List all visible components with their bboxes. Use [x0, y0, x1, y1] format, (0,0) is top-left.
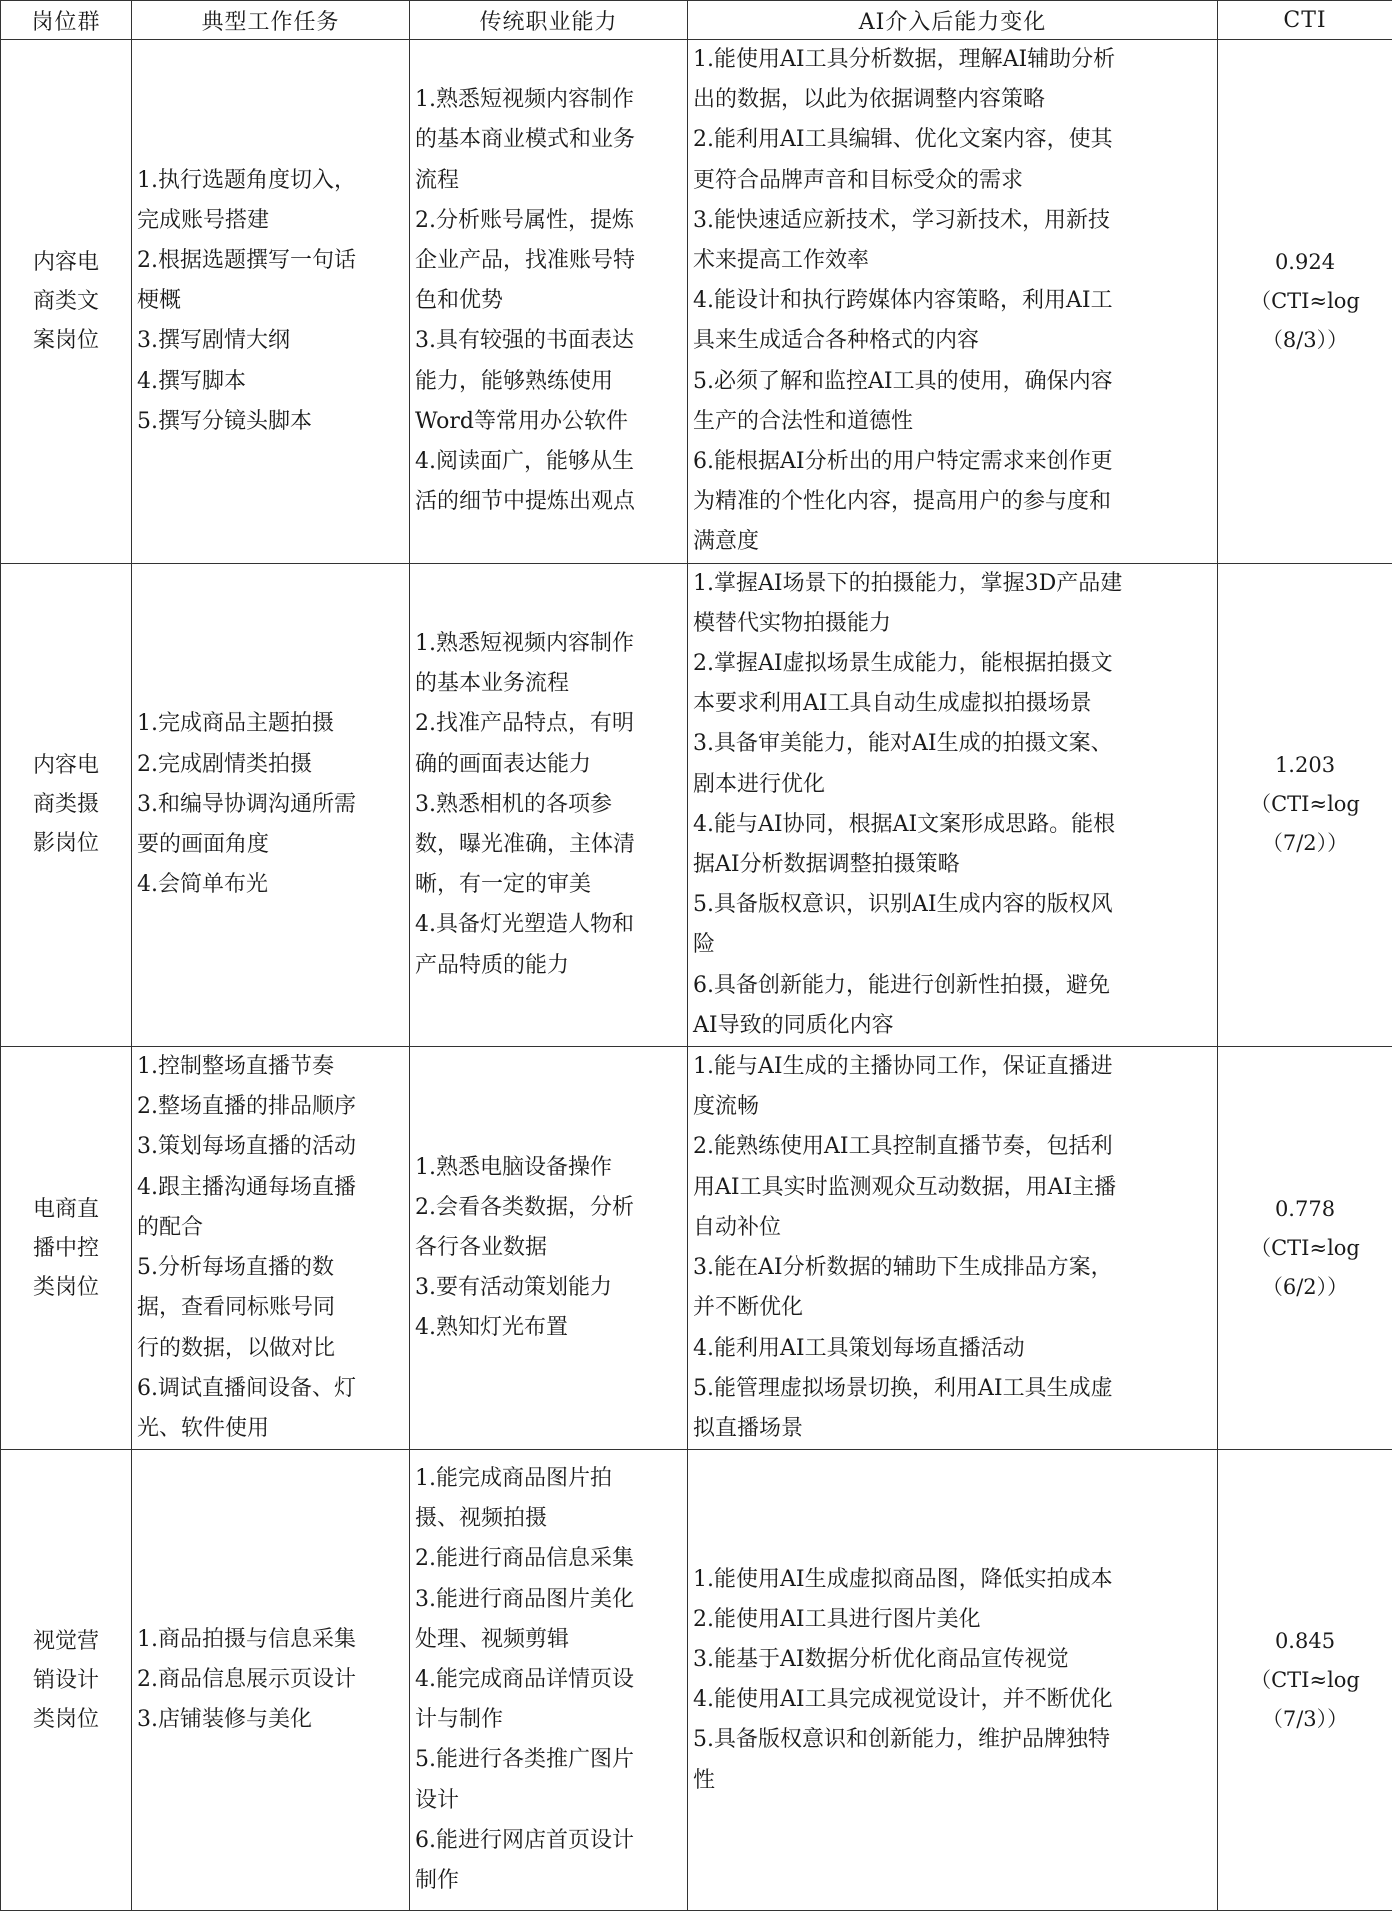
text-line: 1.能与AI生成的主播协同工作，保证直播进: [693, 1047, 1212, 1087]
text-line: 3.要有活动策划能力: [415, 1268, 682, 1308]
cti-value: 1.203: [1222, 746, 1388, 785]
cti-value: 0.778: [1222, 1190, 1388, 1229]
text-line: 2.找准产品特点，有明: [415, 704, 682, 744]
text-line: 剧本进行优化: [693, 765, 1212, 805]
ai-change-cell: [688, 40, 1218, 564]
text-line: 1.熟悉短视频内容制作: [415, 624, 682, 664]
text-line: 行的数据，以做对比: [137, 1329, 404, 1369]
text-line: 影岗位: [17, 824, 115, 863]
text-line: 5.具备版权意识，识别AI生成内容的版权风: [693, 885, 1212, 925]
text-line: 2.根据选题撰写一句话: [137, 241, 404, 281]
ai-change-cell: [688, 1450, 1218, 1911]
text-line: Word等常用办公软件: [415, 402, 682, 442]
text-line: 1.能完成商品图片拍: [415, 1459, 682, 1499]
text-line: 2.掌握AI虚拟场景生成能力，能根据拍摄文: [693, 644, 1212, 684]
text-line: 1.熟悉短视频内容制作: [415, 80, 682, 120]
ai-change-cell: [688, 1047, 1218, 1450]
traditional-cell: [410, 40, 688, 564]
text-line: 3.具备审美能力，能对AI生成的拍摄文案、: [693, 724, 1212, 764]
table-row: [1, 40, 1392, 564]
text-line: （CTI≈log: [1222, 1229, 1388, 1268]
tasks-cell: [132, 40, 410, 564]
text-line: 活的细节中提炼出观点: [415, 482, 682, 522]
text-line: 内容电: [17, 243, 115, 282]
table-row: [1, 563, 1392, 1046]
text-line: 4.撰写脚本: [137, 362, 404, 402]
table-row: [1, 1047, 1392, 1450]
text-line: 3.店铺装修与美化: [137, 1700, 404, 1740]
text-line: 3.具有较强的书面表达: [415, 321, 682, 361]
text-line: 本要求利用AI工具自动生成虚拟拍摄场景: [693, 684, 1212, 724]
header-row: [1, 1, 1392, 40]
cti-cell: [1218, 1047, 1392, 1450]
text-line: 4.具备灯光塑造人物和: [415, 905, 682, 945]
header-traditional-abilities: 传统职业能力: [410, 1, 688, 40]
text-line: （6/2））: [1222, 1268, 1388, 1307]
table-row: [1, 1450, 1392, 1911]
text-line: 2.会看各类数据，分析: [415, 1188, 682, 1228]
text-line: 各行各业数据: [415, 1228, 682, 1268]
text-line: 2.能熟练使用AI工具控制直播节奏，包括利: [693, 1127, 1212, 1167]
text-line: 4.熟知灯光布置: [415, 1308, 682, 1348]
text-line: 5.撰写分镜头脚本: [137, 402, 404, 442]
ai-change-cell: [688, 563, 1218, 1046]
header-cti: CTI: [1218, 1, 1392, 40]
text-line: 2.能利用AI工具编辑、优化文案内容，使其: [693, 120, 1212, 160]
text-line: 流程: [415, 161, 682, 201]
text-line: 用AI工具实时监测观众互动数据，用AI主播: [693, 1168, 1212, 1208]
text-line: 制作: [415, 1861, 682, 1901]
text-line: 3.能进行商品图片美化: [415, 1580, 682, 1620]
text-line: 计与制作: [415, 1700, 682, 1740]
header-ai-ability-change: AI介入后能力变化: [688, 1, 1218, 40]
text-line: （7/3））: [1222, 1700, 1388, 1739]
text-line: 1.熟悉电脑设备操作: [415, 1148, 682, 1188]
text-line: 确的画面表达能力: [415, 745, 682, 785]
text-line: 6.具备创新能力，能进行创新性拍摄，避免: [693, 966, 1212, 1006]
header-typical-tasks: 典型工作任务: [132, 1, 410, 40]
cti-formula: [1222, 1229, 1388, 1307]
cti-value: 0.845: [1222, 1622, 1388, 1661]
tasks-cell: [132, 1047, 410, 1450]
text-line: 企业产品，找准账号特: [415, 241, 682, 281]
cti-cell: [1218, 40, 1392, 564]
text-line: 商类文: [17, 282, 115, 321]
text-line: 3.撰写剧情大纲: [137, 321, 404, 361]
text-line: 设计: [415, 1781, 682, 1821]
text-line: 满意度: [693, 522, 1212, 562]
text-line: 2.能使用AI工具进行图片美化: [693, 1600, 1212, 1640]
text-line: 视觉营: [17, 1622, 115, 1661]
text-line: 摄、视频拍摄: [415, 1499, 682, 1539]
cti-cell: [1218, 563, 1392, 1046]
text-line: 度流畅: [693, 1087, 1212, 1127]
text-line: （8/3））: [1222, 321, 1388, 360]
text-line: 3.策划每场直播的活动: [137, 1127, 404, 1167]
text-line: 1.能使用AI生成虚拟商品图，降低实拍成本: [693, 1560, 1212, 1600]
text-line: 4.能使用AI工具完成视觉设计，并不断优化: [693, 1680, 1212, 1720]
text-line: 5.能管理虚拟场景切换，利用AI工具生成虚: [693, 1369, 1212, 1409]
text-line: 色和优势: [415, 281, 682, 321]
text-line: 3.和编导协调沟通所需: [137, 785, 404, 825]
text-line: 处理、视频剪辑: [415, 1620, 682, 1660]
position-group-cell: [1, 563, 132, 1046]
text-line: 5.必须了解和监控AI工具的使用，确保内容: [693, 362, 1212, 402]
text-line: 电商直: [17, 1190, 115, 1229]
text-line: 为精准的个性化内容，提高用户的参与度和: [693, 482, 1212, 522]
text-line: 2.能进行商品信息采集: [415, 1539, 682, 1579]
text-line: 性: [693, 1761, 1212, 1801]
text-line: 4.能利用AI工具策划每场直播活动: [693, 1329, 1212, 1369]
text-line: 类岗位: [17, 1700, 115, 1739]
text-line: 3.能基于AI数据分析优化商品宣传视觉: [693, 1640, 1212, 1680]
text-line: 6.能根据AI分析出的用户特定需求来创作更: [693, 442, 1212, 482]
text-line: 1.完成商品主题拍摄: [137, 704, 404, 744]
text-line: 1.能使用AI工具分析数据，理解AI辅助分析: [693, 40, 1212, 80]
text-line: 4.跟主播沟通每场直播: [137, 1168, 404, 1208]
text-line: 5.具备版权意识和创新能力，维护品牌独特: [693, 1720, 1212, 1760]
text-line: 4.阅读面广，能够从生: [415, 442, 682, 482]
position-group-cell: [1, 1450, 132, 1911]
text-line: （7/2））: [1222, 824, 1388, 863]
table-body: [1, 40, 1392, 1911]
text-line: 2.完成剧情类拍摄: [137, 745, 404, 785]
text-line: 的基本商业模式和业务: [415, 120, 682, 160]
text-line: 5.能进行各类推广图片: [415, 1740, 682, 1780]
text-line: 的配合: [137, 1208, 404, 1248]
text-line: 据AI分析数据调整拍摄策略: [693, 845, 1212, 885]
text-line: 术来提高工作效率: [693, 241, 1212, 281]
text-line: 2.商品信息展示页设计: [137, 1660, 404, 1700]
cti-formula: [1222, 282, 1388, 360]
traditional-cell: [410, 563, 688, 1046]
text-line: 光、软件使用: [137, 1409, 404, 1449]
text-line: AI导致的同质化内容: [693, 1006, 1212, 1046]
text-line: 商类摄: [17, 785, 115, 824]
cti-formula: [1222, 1661, 1388, 1739]
text-line: 6.能进行网店首页设计: [415, 1821, 682, 1861]
text-line: 产品特质的能力: [415, 946, 682, 986]
text-line: 销设计: [17, 1661, 115, 1700]
text-line: 生产的合法性和道德性: [693, 402, 1212, 442]
text-line: （CTI≈log: [1222, 1661, 1388, 1700]
text-line: 播中控: [17, 1229, 115, 1268]
tasks-cell: [132, 1450, 410, 1911]
cti-value: 0.924: [1222, 243, 1388, 282]
text-line: 5.分析每场直播的数: [137, 1248, 404, 1288]
tasks-cell: [132, 563, 410, 1046]
cti-formula: [1222, 785, 1388, 863]
text-line: 4.能设计和执行跨媒体内容策略，利用AI工: [693, 281, 1212, 321]
text-line: 2.分析账号属性，提炼: [415, 201, 682, 241]
text-line: （CTI≈log: [1222, 282, 1388, 321]
cti-cell: [1218, 1450, 1392, 1911]
text-line: 晰，有一定的审美: [415, 865, 682, 905]
text-line: 4.会简单布光: [137, 865, 404, 905]
text-line: 拟直播场景: [693, 1409, 1212, 1449]
position-group-cell: [1, 40, 132, 564]
text-line: 更符合品牌声音和目标受众的需求: [693, 161, 1212, 201]
text-line: 据，查看同标账号同: [137, 1288, 404, 1328]
text-line: 3.熟悉相机的各项参: [415, 785, 682, 825]
text-line: 并不断优化: [693, 1288, 1212, 1328]
text-line: 2.整场直播的排品顺序: [137, 1087, 404, 1127]
text-line: 要的画面角度: [137, 825, 404, 865]
text-line: 1.执行选题角度切入，: [137, 161, 404, 201]
text-line: 具来生成适合各种格式的内容: [693, 321, 1212, 361]
traditional-cell: [410, 1450, 688, 1911]
text-line: 1.掌握AI场景下的拍摄能力，掌握3D产品建: [693, 564, 1212, 604]
text-line: 1.控制整场直播节奏: [137, 1047, 404, 1087]
text-line: （CTI≈log: [1222, 785, 1388, 824]
header-position-group: 岗位群: [1, 1, 132, 40]
text-line: 4.能与AI协同，根据AI文案形成思路。能根: [693, 805, 1212, 845]
text-line: 模替代实物拍摄能力: [693, 604, 1212, 644]
text-line: 梗概: [137, 281, 404, 321]
traditional-cell: [410, 1047, 688, 1450]
text-line: 1.商品拍摄与信息采集: [137, 1620, 404, 1660]
position-group-cell: [1, 1047, 132, 1450]
text-line: 自动补位: [693, 1208, 1212, 1248]
text-line: 6.调试直播间设备、灯: [137, 1369, 404, 1409]
text-line: 案岗位: [17, 321, 115, 360]
text-line: 险: [693, 925, 1212, 965]
text-line: 4.能完成商品详情页设: [415, 1660, 682, 1700]
text-line: 的基本业务流程: [415, 664, 682, 704]
text-line: 完成账号搭建: [137, 201, 404, 241]
text-line: 3.能快速适应新技术，学习新技术，用新技: [693, 201, 1212, 241]
text-line: 出的数据，以此为依据调整内容策略: [693, 80, 1212, 120]
text-line: 能力，能够熟练使用: [415, 362, 682, 402]
text-line: 数，曝光准确，主体清: [415, 825, 682, 865]
text-line: 内容电: [17, 746, 115, 785]
text-line: 类岗位: [17, 1268, 115, 1307]
text-line: 3.能在AI分析数据的辅助下生成排品方案，: [693, 1248, 1212, 1288]
